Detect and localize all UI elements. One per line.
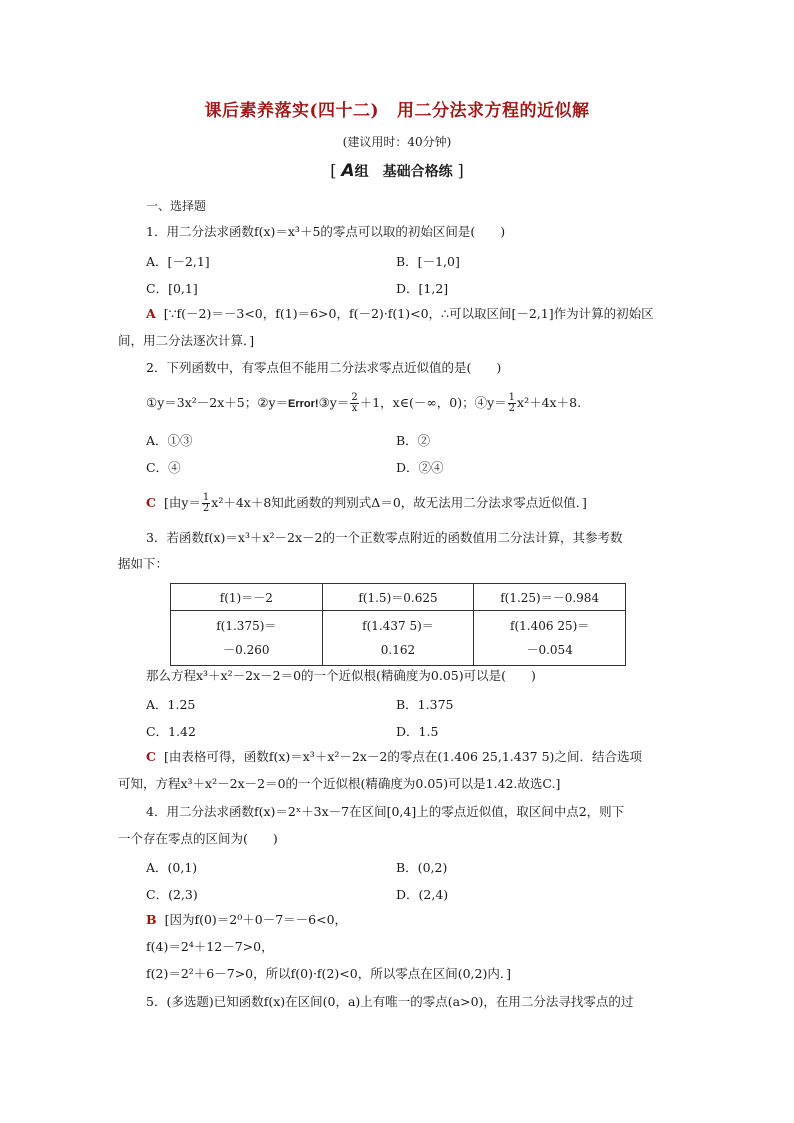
q3-option-b: B．1.375 — [396, 697, 454, 712]
q2-functions — [146, 392, 581, 415]
table-cell-label: f(1.375)＝ — [216, 619, 277, 633]
q3-option-d: D．1.5 — [396, 724, 439, 739]
q3-stem-line2: 据如下： — [118, 556, 169, 571]
title-main: 课后素养落实(四十二) — [204, 101, 380, 121]
q3-option-c: C．1.42 — [146, 724, 196, 739]
page-title — [0, 96, 794, 121]
q2-functions-a: ①y＝3x²－2x＋5；②y＝ — [146, 395, 289, 410]
q1-explanation-text1: [∵f(－2)＝－3<0，f(1)＝6>0，f(－2)·f(1)<0，∴可以取区间[－2,1]作为计算的初始区 — [163, 306, 654, 321]
q2-explanation-b: x²＋4x＋8知此函数的判别式Δ＝0，故无法用二分法求零点近似值．] — [211, 495, 587, 510]
q2-explanation-fraction — [202, 493, 210, 514]
q1-answer: A — [146, 306, 156, 321]
table-cell: f(1.25)＝－0.984 — [474, 584, 626, 611]
q4-stem-line1: 4．用二分法求函数f(x)＝2ˣ＋3x－7在区间[0,4]上的零点近似值，取区间中点2，则下 — [146, 804, 625, 819]
q2-stem: 2．下列函数中，有零点但不能用二分法求零点近似值的是( ) — [146, 360, 502, 375]
q2-fraction-2-den: 2 — [508, 403, 516, 414]
table-cell-value: 0.162 — [380, 643, 416, 657]
q2-fraction-2-num: 1 — [508, 392, 516, 403]
table-cell: f(1)＝－2 — [171, 584, 323, 611]
q4-option-b: B．(0,2) — [396, 860, 448, 875]
reference-data-table — [170, 583, 626, 666]
q4-option-d: D．(2,4) — [396, 887, 449, 902]
q2-explanation-a: [由y＝ — [163, 495, 201, 510]
table-row — [171, 584, 626, 611]
title-topic: 用二分法求方程的近似解 — [397, 101, 590, 121]
table-cell — [171, 611, 323, 666]
q4-answer: B — [146, 912, 157, 927]
q3-explanation-line1 — [146, 749, 642, 765]
q2-fraction-1 — [350, 393, 358, 414]
q3-explanation-line2: 可知，方程x³＋x²－2x－2＝0的一个近似根(精确度为0.05)可以是1.42.故选C.] — [118, 776, 561, 791]
q2-fraction-1-den: x — [351, 403, 358, 414]
suggested-time: (建议用时：40分钟) — [342, 135, 452, 149]
q2-functions-b: ③y＝ — [318, 395, 350, 410]
q3-answer: C — [146, 749, 156, 764]
table-cell — [322, 611, 474, 666]
q1-option-b: B．[－1,0] — [396, 254, 460, 269]
table-cell — [474, 611, 626, 666]
q2-functions-d: x²＋4x＋8. — [517, 395, 582, 410]
q2-option-b: B．② — [396, 433, 431, 448]
q2-explanation-fraction-den: 2 — [202, 503, 210, 514]
table-cell-label: f(1.437 5)＝ — [362, 619, 434, 633]
q4-option-a: A．(0,1) — [146, 860, 198, 875]
q1-option-a: A．[－2,1] — [146, 254, 210, 269]
q1-explanation-line1 — [146, 306, 654, 322]
q3-question: 那么方程x³＋x²－2x－2＝0的一个近似根(精确度为0.05)可以是( ) — [146, 668, 536, 683]
q4-explanation-line1 — [146, 912, 347, 928]
q5-stem-line1: 5．(多选题)已知函数f(x)在区间(0，a)上有唯一的零点(a>0)，在用二分法寻找零点的过 — [146, 994, 634, 1009]
q1-option-d: D．[1,2] — [396, 281, 449, 296]
group-left-bracket: [ — [330, 161, 337, 180]
q3-option-a: A．1.25 — [146, 697, 196, 712]
q3-explanation-text1: [由表格可得，函数f(x)＝x³＋x²－2x－2的零点在(1.406 25,1.437 5)之间．结合选项 — [163, 749, 642, 764]
table-cell: f(1.5)＝0.625 — [322, 584, 474, 611]
q4-explanation-line3: f(2)＝2²＋6－7>0，所以f(0)·f(2)<0，所以零点在区间(0,2)内．] — [146, 966, 511, 981]
q4-option-c: C．(2,3) — [146, 887, 198, 902]
q2-explanation — [146, 492, 587, 514]
group-letter: A — [341, 161, 355, 181]
q4-explanation-line2: f(4)＝2⁴＋12－7>0， — [146, 939, 274, 954]
q2-option-c: C．④ — [146, 460, 181, 475]
q2-fraction-2 — [508, 393, 516, 414]
group-label: 组 基础合格练 — [354, 164, 453, 180]
q4-explanation-text1: [因为f(0)＝2⁰＋0－7＝－6<0， — [164, 912, 348, 927]
q1-explanation-line2: 间，用二分法逐次计算．] — [118, 333, 255, 348]
q2-answer: C — [146, 495, 156, 510]
q2-option-d: D．②④ — [396, 460, 444, 475]
q1-stem: 1．用二分法求函数f(x)＝x³＋5的零点可以取的初始区间是( ) — [146, 224, 506, 239]
q2-explanation-fraction-num: 1 — [202, 492, 210, 503]
table-cell-value: －0.054 — [526, 643, 573, 657]
q2-error-text: Error! — [288, 398, 319, 410]
q1-option-c: C．[0,1] — [146, 281, 198, 296]
table-cell-label: f(1.406 25)＝ — [510, 619, 590, 633]
group-heading — [0, 161, 794, 181]
q3-stem-line1: 3．若函数f(x)＝x³＋x²－2x－2的一个正数零点附近的函数值用二分法计算，其参考数 — [146, 530, 623, 545]
section-heading: 一、选择题 — [146, 199, 207, 213]
table-cell-value: －0.260 — [223, 643, 270, 657]
table-row — [171, 611, 626, 666]
q4-stem-line2: 一个存在零点的区间为( ) — [118, 831, 278, 846]
q2-option-a: A．①③ — [146, 433, 193, 448]
q2-functions-c: ＋1，x∈(－∞，0)；④y＝ — [359, 395, 507, 410]
group-right-bracket: ] — [457, 161, 464, 180]
q2-fraction-1-num: 2 — [351, 392, 358, 403]
